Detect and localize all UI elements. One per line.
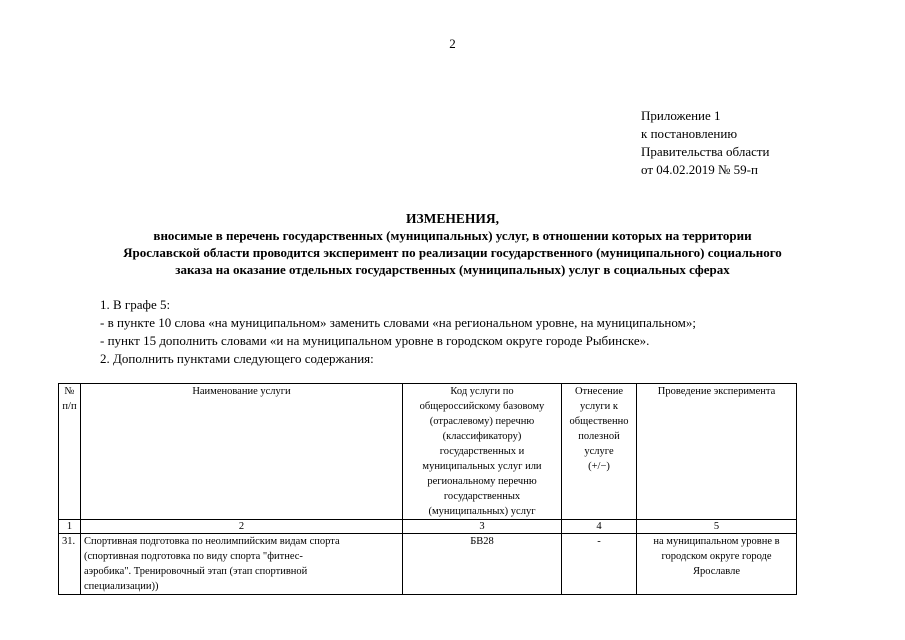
- row-experiment: [637, 534, 797, 595]
- header-experiment: [637, 384, 797, 520]
- appendix-line: к постановлению: [641, 126, 738, 141]
- cell-line: (спортивная подготовка по виду спорта "фитнес-: [84, 551, 303, 562]
- table-row: [59, 534, 797, 595]
- column-number: 2: [81, 520, 403, 534]
- header-name: [81, 384, 403, 520]
- column-number: 1: [59, 520, 81, 534]
- instruction-line: 1. В графе 5:: [100, 297, 171, 312]
- header-relation: [562, 384, 637, 520]
- header-text: Код услуги по: [450, 386, 514, 397]
- appendix-line: от 04.02.2019 № 59-п: [641, 162, 758, 177]
- header-text: услуге: [584, 446, 614, 457]
- header-text: п/п: [62, 401, 77, 412]
- header-no: [59, 384, 81, 520]
- instruction-line: - в пункте 10 слова «на муниципальном» заменить словами «на региональном уровне, на муниципальном»;: [100, 315, 696, 330]
- row-name: [81, 534, 403, 595]
- header-text: муниципальных услуг или: [422, 461, 542, 472]
- header-text: (отраслевому) перечню: [429, 416, 535, 427]
- services-table: [58, 383, 797, 595]
- row-code: БВ28: [403, 534, 562, 595]
- column-number: 5: [637, 520, 797, 534]
- table-header-row: [59, 384, 797, 520]
- column-number: 3: [403, 520, 562, 534]
- cell-line: на муниципальном уровне в: [653, 536, 780, 547]
- header-text: государственных: [443, 491, 521, 502]
- column-number-row: [59, 520, 797, 534]
- header-text: Отнесение: [574, 386, 624, 397]
- title-line: вносимые в перечень государственных (муниципальных) услуг, в отношении которых на территории: [153, 228, 752, 243]
- header-text: №: [64, 386, 75, 397]
- cell-line: городском округе городе: [661, 551, 772, 562]
- page-number: 2: [449, 36, 456, 51]
- header-text: региональному перечню: [427, 476, 537, 487]
- header-text: общероссийскому базовому: [419, 401, 545, 412]
- instruction-line: - пункт 15 дополнить словами «и на муниципальном уровне в городском округе городе Рыбинске».: [100, 333, 650, 348]
- title-line: заказа на оказание отдельных государственных (муниципальных) услуг в социальных сферах: [175, 262, 730, 277]
- appendix-line: Правительства области: [641, 144, 770, 159]
- header-code: [403, 384, 562, 520]
- title-line: Ярославской области проводится эксперимент по реализации государственного (муниципального) социального: [123, 245, 782, 260]
- header-text: (муниципальных) услуг: [428, 506, 536, 517]
- header-text: Наименование услуги: [192, 386, 291, 397]
- title-heading: ИЗМЕНЕНИЯ,: [405, 211, 499, 226]
- cell-line: аэробика". Тренировочный этап (этап спортивной: [84, 566, 308, 577]
- header-text: общественно: [569, 416, 629, 427]
- header-text: услуги к: [579, 401, 619, 412]
- cell-line: специализации)): [84, 581, 159, 592]
- appendix-block: [641, 107, 770, 179]
- document-title: [40, 210, 865, 278]
- header-text: (+/−): [588, 461, 610, 472]
- header-text: полезной: [578, 431, 620, 442]
- cell-line: Спортивная подготовка по неолимпийским видам спорта: [84, 536, 340, 547]
- header-text: Проведение эксперимента: [657, 386, 776, 397]
- appendix-line: Приложение 1: [641, 108, 721, 123]
- row-relation: -: [562, 534, 637, 595]
- row-no: 31.: [59, 534, 81, 595]
- instruction-line: 2. Дополнить пунктами следующего содержания:: [100, 351, 374, 366]
- cell-line: Ярославле: [692, 566, 741, 577]
- header-text: (классификатору): [442, 431, 522, 442]
- header-text: государственных и: [439, 446, 525, 457]
- column-number: 4: [562, 520, 637, 534]
- instructions: [100, 296, 696, 368]
